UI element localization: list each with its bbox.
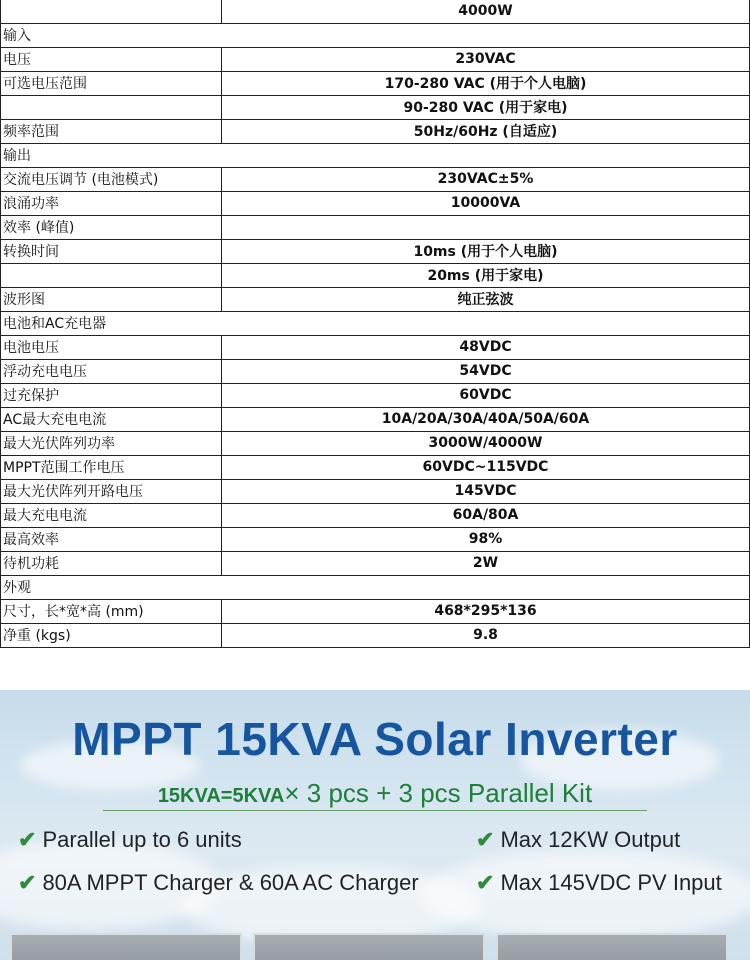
spec-value: 54VDC <box>222 359 750 383</box>
spec-label: 波形图 <box>1 287 222 311</box>
table-row <box>1 335 750 359</box>
table-row <box>1 359 750 383</box>
banner-subtitle-formula: 15KVA=5KVA <box>157 785 285 807</box>
spec-value: 98% <box>222 527 750 551</box>
spec-label: AC最大充电电流 <box>1 407 222 431</box>
table-row <box>1 95 750 119</box>
spec-label <box>1 263 222 287</box>
spec-value: 60VDC~115VDC <box>222 455 750 479</box>
feature-pv-input <box>476 868 722 898</box>
spec-value: 60A/80A <box>222 503 750 527</box>
spec-label: 频率范围 <box>1 119 222 143</box>
spec-label: 待机功耗 <box>1 551 222 575</box>
spec-label: 净重 (kgs) <box>1 623 222 647</box>
spec-value: 145VDC <box>222 479 750 503</box>
spec-label <box>1 95 222 119</box>
spec-label: 交流电压调节 (电池模式) <box>1 167 222 191</box>
section-heading: 输入 <box>1 23 750 47</box>
section-heading: 外观 <box>1 575 750 599</box>
spec-value: 2W <box>222 551 750 575</box>
spec-label: 过充保护 <box>1 383 222 407</box>
spec-label: 最高效率 <box>1 527 222 551</box>
section-heading: 输出 <box>1 143 750 167</box>
table-row <box>1 119 750 143</box>
spec-label: 可选电压范围 <box>1 71 222 95</box>
checkmark-icon: ✔ <box>18 870 37 895</box>
banner-subtitle-kit: × 3 pcs + 3 pcs Parallel Kit <box>284 778 593 808</box>
table-row <box>1 503 750 527</box>
spec-value: 10ms (用于个人电脑) <box>222 239 750 263</box>
table-row <box>1 407 750 431</box>
spec-label: 浮动充电电压 <box>1 359 222 383</box>
table-row <box>1 215 750 239</box>
table-row <box>1 263 750 287</box>
spec-value: 170-280 VAC (用于个人电脑) <box>222 71 750 95</box>
spec-value: 10000VA <box>222 191 750 215</box>
spec-value: 468*295*136 <box>222 599 750 623</box>
feature-charger <box>18 868 419 898</box>
spec-value <box>222 215 750 239</box>
spec-label: 最大光伏阵列功率 <box>1 431 222 455</box>
spec-value: 50Hz/60Hz (自适应) <box>222 119 750 143</box>
table-row <box>1 191 750 215</box>
spec-value: 20ms (用于家电) <box>222 263 750 287</box>
spec-value: 9.8 <box>222 623 750 647</box>
spec-label: 电池电压 <box>1 335 222 359</box>
feature-text: Parallel up to 6 units <box>42 827 242 852</box>
spec-value: 4000W <box>222 0 750 23</box>
product-banner <box>0 690 750 960</box>
table-row <box>1 431 750 455</box>
spec-table-body <box>1 0 750 647</box>
spec-label: MPPT范围工作电压 <box>1 455 222 479</box>
table-row <box>1 239 750 263</box>
table-row <box>1 623 750 647</box>
table-row <box>1 0 750 23</box>
checkmark-icon: ✔ <box>476 870 495 895</box>
spec-value: 48VDC <box>222 335 750 359</box>
table-row <box>1 527 750 551</box>
feature-text: Max 12KW Output <box>500 827 681 852</box>
spec-value: 90-280 VAC (用于家电) <box>222 95 750 119</box>
checkmark-icon: ✔ <box>476 827 495 852</box>
section-row <box>1 23 750 47</box>
table-row <box>1 599 750 623</box>
spec-value: 3000W/4000W <box>222 431 750 455</box>
spec-label: 电压 <box>1 47 222 71</box>
table-row <box>1 287 750 311</box>
spec-label: 浪涌功率 <box>1 191 222 215</box>
feature-text: 80A MPPT Charger & 60A AC Charger <box>42 870 419 895</box>
table-row <box>1 479 750 503</box>
spec-label: 尺寸，长*宽*高 (mm) <box>1 599 222 623</box>
table-row <box>1 47 750 71</box>
section-row <box>1 143 750 167</box>
feature-text: Max 145VDC PV Input <box>500 870 722 895</box>
table-row <box>1 167 750 191</box>
feature-parallel <box>18 825 242 855</box>
section-row <box>1 311 750 335</box>
spec-label: 效率 (峰值) <box>1 215 222 239</box>
feature-output <box>476 825 680 855</box>
section-heading: 电池和AC充电器 <box>1 311 750 335</box>
spec-label: 转换时间 <box>1 239 222 263</box>
spec-value: 10A/20A/30A/40A/50A/60A <box>222 407 750 431</box>
spec-value: 纯正弦波 <box>222 287 750 311</box>
table-row <box>1 455 750 479</box>
spec-value: 230VAC±5% <box>222 167 750 191</box>
spec-label: 最大充电电流 <box>1 503 222 527</box>
table-row <box>1 71 750 95</box>
inverter-unit-image <box>253 933 485 960</box>
spec-label <box>1 0 222 23</box>
banner-title: MPPT 15KVA Solar Inverter <box>72 713 678 765</box>
spec-value: 230VAC <box>222 47 750 71</box>
inverter-unit-image <box>496 933 728 960</box>
section-row <box>1 575 750 599</box>
table-row <box>1 383 750 407</box>
spec-value: 60VDC <box>222 383 750 407</box>
inverter-unit-image <box>10 933 242 960</box>
table-row <box>1 551 750 575</box>
banner-subtitle <box>103 776 647 811</box>
checkmark-icon: ✔ <box>18 827 37 852</box>
spec-label: 最大光伏阵列开路电压 <box>1 479 222 503</box>
